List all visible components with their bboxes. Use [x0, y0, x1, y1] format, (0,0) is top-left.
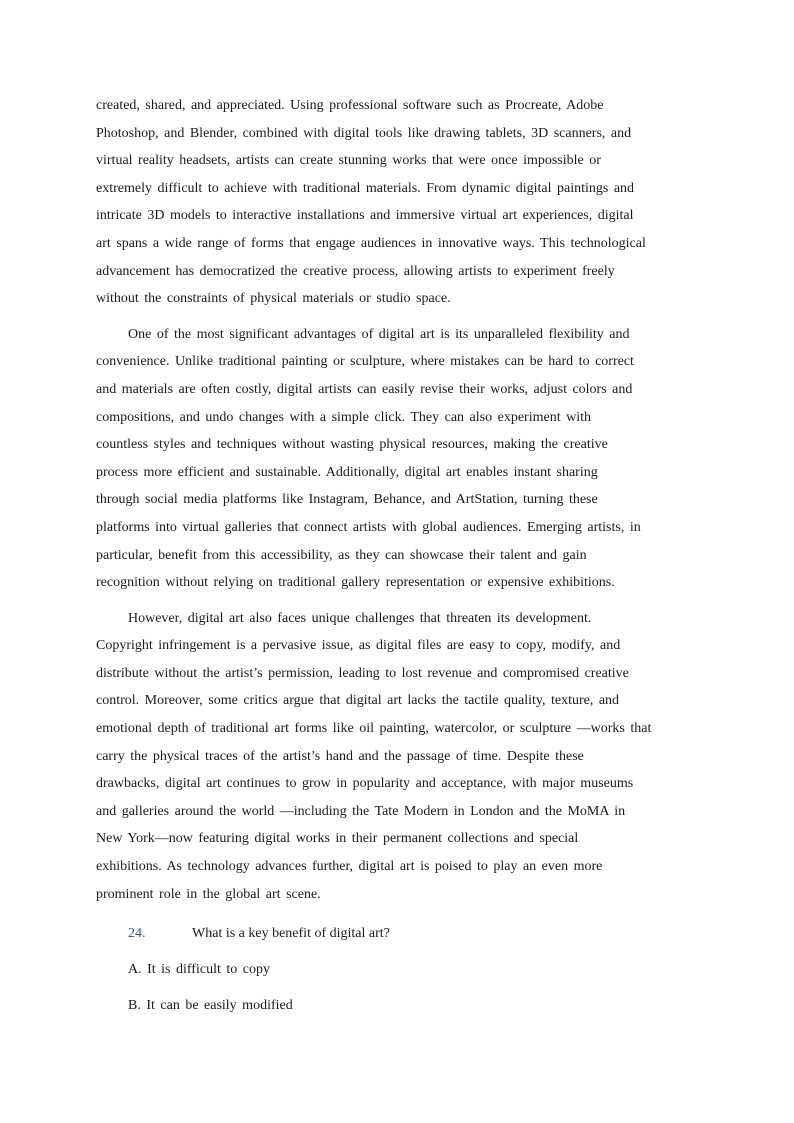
question-24: [96, 916, 700, 952]
text-line: through social media platforms like Instagram, Behance, and ArtStation, turning these: [96, 492, 598, 508]
text-line: prominent role in the global art scene.: [96, 886, 321, 902]
text-line: carry the physical traces of the artist’s hand and the passage of time. Despite these: [96, 748, 584, 764]
text-line: created, shared, and appreciated. Using professional software such as Procreate, Adobe: [96, 98, 604, 113]
text-line: Copyright infringement is a pervasive issue, as digital files are easy to copy, modify, and: [96, 638, 621, 654]
text-line: without the constraints of physical materials or studio space.: [96, 291, 451, 307]
text-line: and materials are often costly, digital artists can easily revise their works, adjust colors and: [96, 381, 633, 397]
paragraph-1: [96, 92, 700, 313]
text-line: Photoshop, and Blender, combined with digital tools like drawing tablets, 3D scanners, and: [96, 125, 632, 141]
text-line: exhibitions. As technology advances further, digital art is poised to play an even more: [96, 859, 603, 875]
question-number: 24.: [128, 926, 146, 942]
text-line: emotional depth of traditional art forms like oil painting, watercolor, or sculpture —works that: [96, 721, 652, 737]
question-text: What is a key benefit of digital art?: [192, 926, 390, 942]
text-line: virtual reality headsets, artists can create stunning works that were once impossible or: [96, 153, 601, 169]
paragraph-2: [96, 321, 700, 597]
text-line: extremely difficult to achieve with traditional materials. From dynamic digital paintings and: [96, 180, 635, 196]
document-page: [96, 92, 700, 1024]
text-line: particular, benefit from this accessibility, as they can showcase their talent and gain: [96, 547, 587, 563]
answer-option-a: A. It is difficult to copy: [128, 962, 270, 978]
text-line: distribute without the artist’s permission, leading to lost revenue and compromised creative: [96, 665, 629, 681]
text-line: convenience. Unlike traditional painting or sculpture, where mistakes can be hard to correct: [96, 354, 634, 370]
answer-option-b: B. It can be easily modified: [128, 998, 293, 1014]
text-line: and galleries around the world —including the Tate Modern in London and the MoMA in: [96, 803, 626, 819]
text-line: control. Moreover, some critics argue that digital art lacks the tactile quality, texture, and: [96, 693, 620, 709]
text-line: intricate 3D models to interactive installations and immersive virtual art experiences, digital: [96, 208, 634, 224]
text-line: compositions, and undo changes with a simple click. They can also experiment with: [96, 409, 591, 425]
text-line: drawbacks, digital art continues to grow in popularity and acceptance, with major museums: [96, 776, 634, 792]
text-line: platforms into virtual galleries that connect artists with global audiences. Emerging artists, in: [96, 519, 641, 535]
text-line: recognition without relying on traditional gallery representation or expensive exhibitions.: [96, 575, 615, 591]
text-line: advancement has democratized the creative process, allowing artists to experiment freely: [96, 263, 615, 279]
text-line: process more efficient and sustainable. Additionally, digital art enables instant sharing: [96, 464, 598, 480]
text-line: art spans a wide range of forms that engage audiences in innovative ways. This technological: [96, 235, 646, 251]
text-line: countless styles and techniques without wasting physical resources, making the creative: [96, 437, 608, 453]
text-line: One of the most significant advantages of digital art is its unparalleled flexibility and: [128, 326, 630, 342]
paragraph-3: [96, 605, 700, 909]
text-line: However, digital art also faces unique challenges that threaten its development.: [128, 610, 592, 626]
text-line: New York—now featuring digital works in their permanent collections and special: [96, 831, 579, 847]
